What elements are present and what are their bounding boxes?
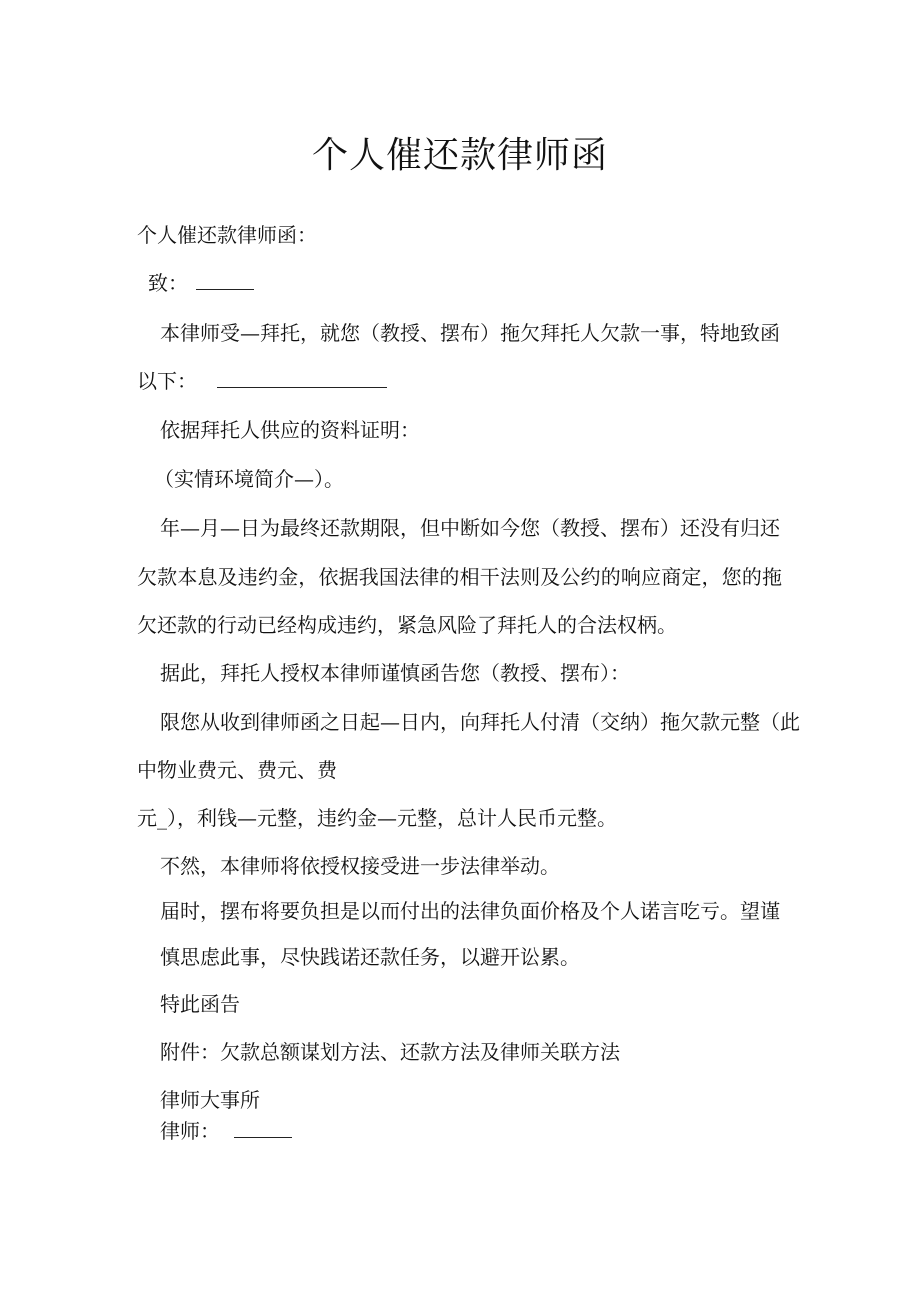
intro-line-2: [137, 368, 387, 394]
document-heading: 个人催还款律师函：: [137, 223, 317, 247]
law-firm-name: 律师大事所: [160, 1088, 260, 1112]
paragraph-5-line-2: 中物业费元、费元、费: [137, 758, 337, 782]
paragraph-5-line-1: 限您从收到律师函之日起—日内，向拜托人付清（交纳）拖欠款元整（此: [160, 710, 800, 734]
document-title: 个人催还款律师函: [311, 135, 608, 176]
paragraph-4: 据此，拜托人授权本律师谨慎函告您（教授、摆布）：: [160, 661, 630, 685]
to-label: 致：: [148, 271, 188, 295]
addressee-blank: [196, 271, 254, 290]
intro-line-1: 本律师受—拜托，就您（教授、摆布）拖欠拜托人欠款一事，特地致函: [160, 321, 780, 345]
lawyer-blank: [234, 1119, 292, 1138]
paragraph-5-line-3: 元_），利钱—元整，违约金—元整，总计人民币元整。: [137, 806, 617, 830]
intro-blank: [217, 369, 387, 388]
paragraph-3-line-3: 欠还款的行动已经构成违约，紧急风险了拜托人的合法权柄。: [137, 613, 677, 637]
lawyer-label: 律师：: [160, 1119, 220, 1143]
addressee-line: [148, 270, 254, 296]
paragraph-7-line-1: 届时，摆布将要负担是以而付出的法律负面价格及个人诺言吃亏。望谨: [160, 899, 780, 923]
paragraph-3-line-2: 欠款本息及违约金，依据我国法律的相干法则及公约的响应商定，您的拖: [137, 565, 782, 589]
attachment-line: 附件：欠款总额谋划方法、还款方法及律师关联方法: [160, 1040, 620, 1064]
evidence-label: 依据拜托人供应的资料证明：: [160, 418, 420, 442]
paragraph-6: 不然，本律师将依授权接受进一步法律举动。: [160, 854, 560, 878]
paragraph-7-line-2: 慎思虑此事，尽快践诺还款任务，以避开讼累。: [160, 945, 580, 969]
facts-note: （实情环境简介—）。: [154, 467, 344, 491]
lawyer-signature-line: [160, 1118, 292, 1144]
intro-label: 以下：: [137, 369, 197, 393]
paragraph-3-line-1: 年—月—日为最终还款期限，但中断如今您（教授、摆布）还没有归还: [160, 516, 780, 540]
closing-line: 特此函告: [160, 992, 240, 1016]
